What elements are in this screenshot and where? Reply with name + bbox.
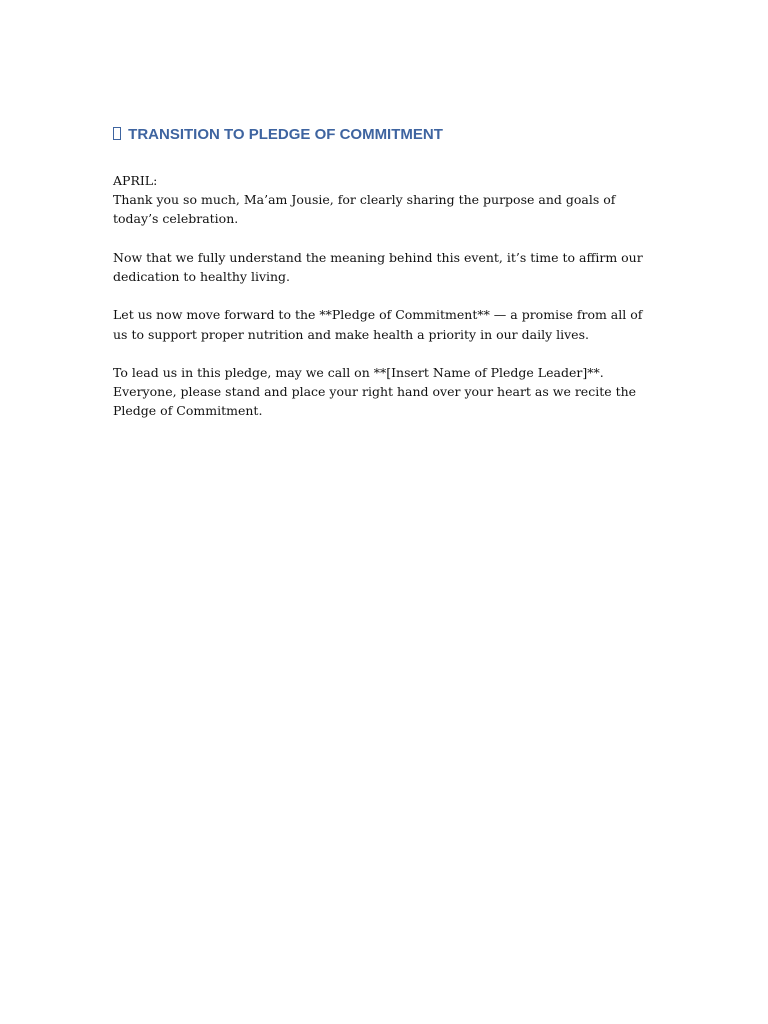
paragraph-thanks bbox=[113, 171, 643, 229]
paragraph-meaning: Now that we fully understand the meaning behind this event, it’s time to affirm our dedication to healthy living. bbox=[113, 249, 643, 284]
missing-glyph-icon bbox=[113, 127, 121, 140]
section-heading-text: TRANSITION TO PLEDGE OF COMMITMENT bbox=[128, 126, 443, 143]
paragraph-pledge-leader: To lead us in this pledge, may we call on **[Insert Name of Pledge Leader]**. Everyone, please stand and place your right hand over your heart as we recite the Pledge of Commitment. bbox=[113, 364, 637, 419]
paragraph-thanks-text: Thank you so much, Ma’am Jousie, for clearly sharing the purpose and goals of today’s celebration. bbox=[113, 192, 616, 227]
document-page bbox=[113, 124, 643, 440]
speaker-label: APRIL: bbox=[113, 173, 158, 188]
section-heading bbox=[113, 124, 643, 146]
paragraph-pledge-intro: Let us now move forward to the **Pledge of Commitment** — a promise from all of us to support proper nutrition and make health a priority in our daily lives. bbox=[113, 307, 643, 342]
